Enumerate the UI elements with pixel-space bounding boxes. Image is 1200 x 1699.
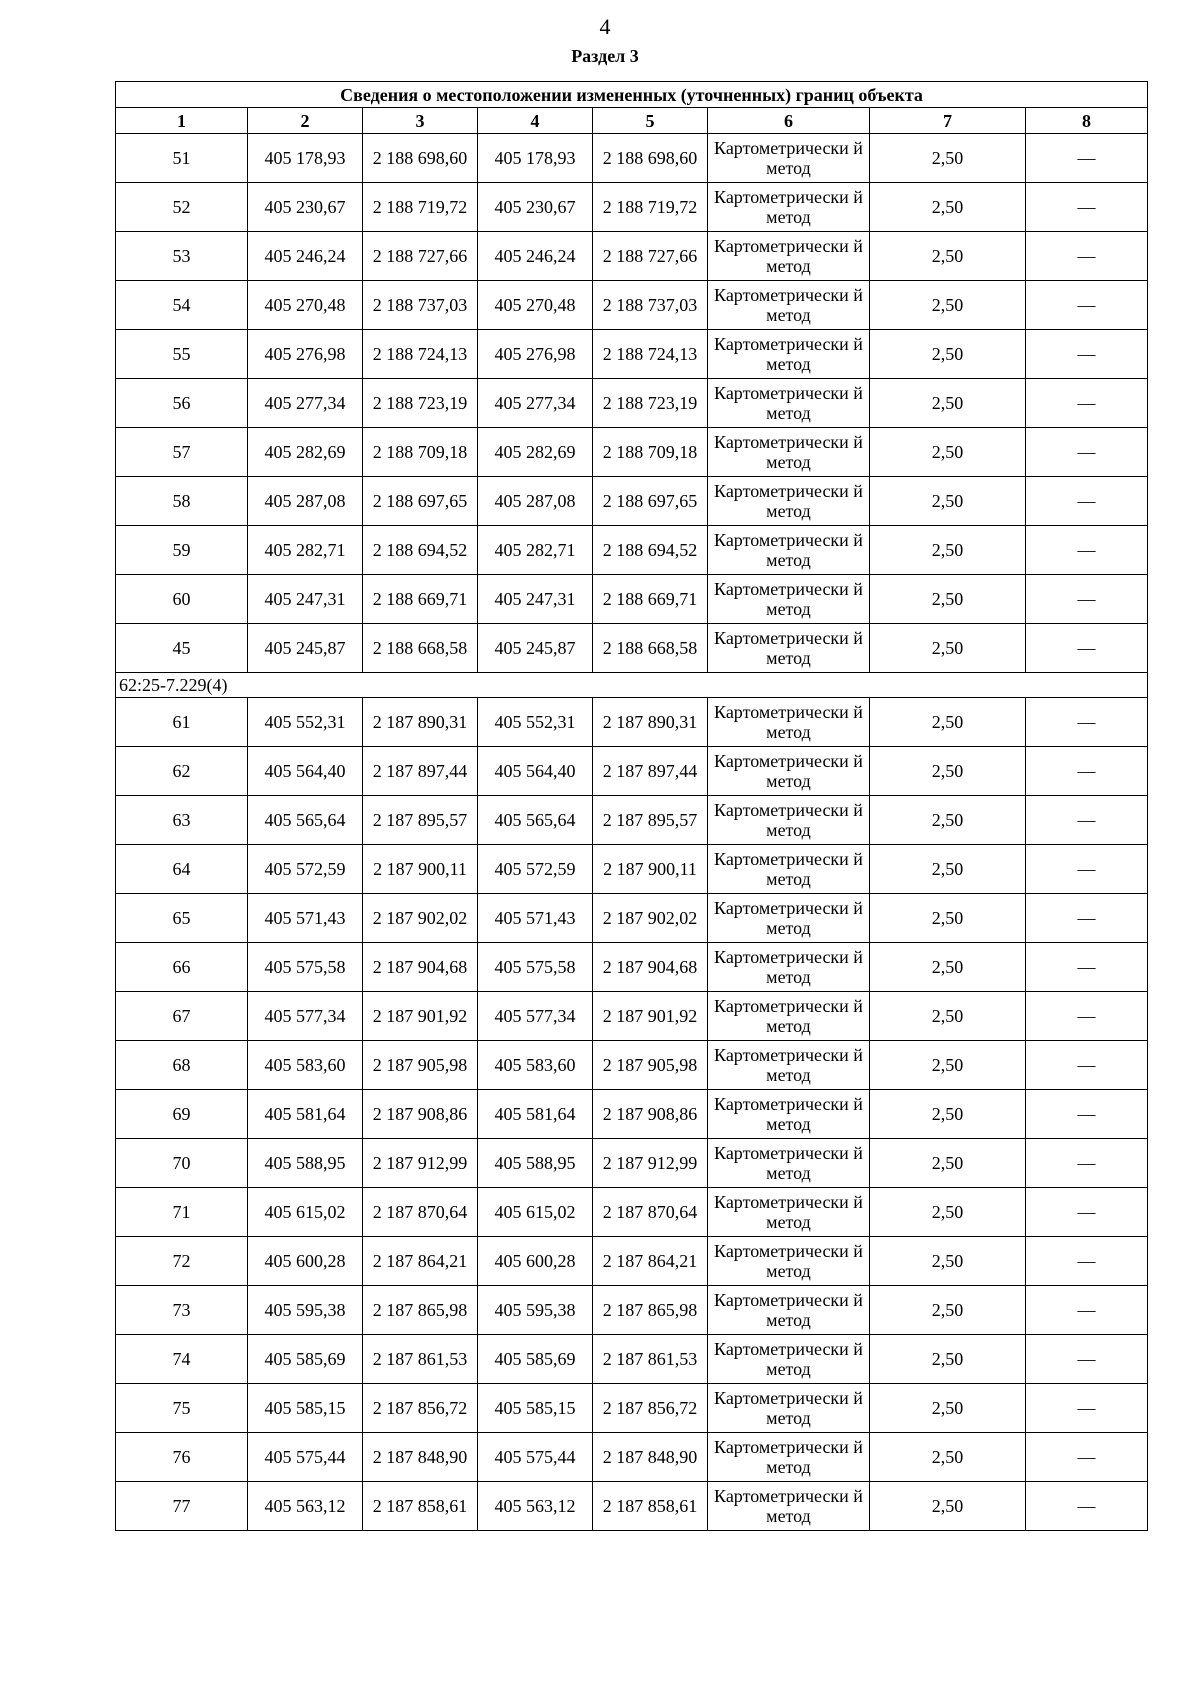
table-row bbox=[116, 1384, 1148, 1433]
x-new-cell: 405 270,48 bbox=[478, 281, 593, 330]
x-new-cell: 405 571,43 bbox=[478, 894, 593, 943]
description-cell: — bbox=[1026, 796, 1148, 845]
y-new-cell: 2 187 848,90 bbox=[593, 1433, 708, 1482]
description-cell: — bbox=[1026, 698, 1148, 747]
y-new-cell: 2 187 900,11 bbox=[593, 845, 708, 894]
point-number-cell: 74 bbox=[116, 1335, 248, 1384]
y-new-cell: 2 188 697,65 bbox=[593, 477, 708, 526]
y-new-cell: 2 187 897,44 bbox=[593, 747, 708, 796]
method-cell: Картометрически й метод bbox=[708, 1237, 870, 1286]
table-row bbox=[116, 1482, 1148, 1531]
x-new-cell: 405 577,34 bbox=[478, 992, 593, 1041]
y-existing-cell: 2 187 902,02 bbox=[363, 894, 478, 943]
table-caption-row bbox=[116, 82, 1148, 108]
description-cell: — bbox=[1026, 1433, 1148, 1482]
table-row bbox=[116, 894, 1148, 943]
description-cell: — bbox=[1026, 330, 1148, 379]
boundary-coordinates-table bbox=[115, 81, 1148, 1531]
point-number-cell: 67 bbox=[116, 992, 248, 1041]
x-new-cell: 405 282,71 bbox=[478, 526, 593, 575]
description-cell: — bbox=[1026, 845, 1148, 894]
description-cell: — bbox=[1026, 183, 1148, 232]
x-existing-cell: 405 577,34 bbox=[248, 992, 363, 1041]
table-row bbox=[116, 183, 1148, 232]
y-new-cell: 2 187 908,86 bbox=[593, 1090, 708, 1139]
point-number-cell: 60 bbox=[116, 575, 248, 624]
table-row bbox=[116, 1139, 1148, 1188]
accuracy-cell: 2,50 bbox=[870, 134, 1026, 183]
y-new-cell: 2 187 856,72 bbox=[593, 1384, 708, 1433]
y-existing-cell: 2 188 709,18 bbox=[363, 428, 478, 477]
x-new-cell: 405 563,12 bbox=[478, 1482, 593, 1531]
x-new-cell: 405 282,69 bbox=[478, 428, 593, 477]
table-row bbox=[116, 477, 1148, 526]
x-existing-cell: 405 565,64 bbox=[248, 796, 363, 845]
table-row bbox=[116, 943, 1148, 992]
method-cell: Картометрически й метод bbox=[708, 134, 870, 183]
y-new-cell: 2 188 724,13 bbox=[593, 330, 708, 379]
column-number: 4 bbox=[478, 108, 593, 134]
accuracy-cell: 2,50 bbox=[870, 1237, 1026, 1286]
description-cell: — bbox=[1026, 281, 1148, 330]
accuracy-cell: 2,50 bbox=[870, 379, 1026, 428]
description-cell: — bbox=[1026, 1139, 1148, 1188]
accuracy-cell: 2,50 bbox=[870, 698, 1026, 747]
y-existing-cell: 2 187 901,92 bbox=[363, 992, 478, 1041]
method-cell: Картометрически й метод bbox=[708, 992, 870, 1041]
y-existing-cell: 2 187 856,72 bbox=[363, 1384, 478, 1433]
column-number-row bbox=[116, 108, 1148, 134]
description-cell: — bbox=[1026, 477, 1148, 526]
y-new-cell: 2 188 727,66 bbox=[593, 232, 708, 281]
point-number-cell: 73 bbox=[116, 1286, 248, 1335]
column-number: 5 bbox=[593, 108, 708, 134]
table-row bbox=[116, 1237, 1148, 1286]
point-number-cell: 71 bbox=[116, 1188, 248, 1237]
column-number: 6 bbox=[708, 108, 870, 134]
x-new-cell: 405 583,60 bbox=[478, 1041, 593, 1090]
method-cell: Картометрически й метод bbox=[708, 1041, 870, 1090]
accuracy-cell: 2,50 bbox=[870, 624, 1026, 673]
y-new-cell: 2 188 698,60 bbox=[593, 134, 708, 183]
table-row bbox=[116, 747, 1148, 796]
y-existing-cell: 2 188 694,52 bbox=[363, 526, 478, 575]
accuracy-cell: 2,50 bbox=[870, 1188, 1026, 1237]
contour-label: 62:25-7.229(4) bbox=[116, 673, 1148, 698]
method-cell: Картометрически й метод bbox=[708, 894, 870, 943]
point-number-cell: 76 bbox=[116, 1433, 248, 1482]
y-existing-cell: 2 187 908,86 bbox=[363, 1090, 478, 1139]
x-new-cell: 405 247,31 bbox=[478, 575, 593, 624]
column-number: 7 bbox=[870, 108, 1026, 134]
y-new-cell: 2 188 668,58 bbox=[593, 624, 708, 673]
x-existing-cell: 405 564,40 bbox=[248, 747, 363, 796]
table-row bbox=[116, 1335, 1148, 1384]
method-cell: Картометрически й метод bbox=[708, 796, 870, 845]
y-new-cell: 2 188 719,72 bbox=[593, 183, 708, 232]
x-new-cell: 405 588,95 bbox=[478, 1139, 593, 1188]
y-existing-cell: 2 187 865,98 bbox=[363, 1286, 478, 1335]
y-new-cell: 2 187 864,21 bbox=[593, 1237, 708, 1286]
accuracy-cell: 2,50 bbox=[870, 1286, 1026, 1335]
x-existing-cell: 405 282,69 bbox=[248, 428, 363, 477]
y-existing-cell: 2 187 858,61 bbox=[363, 1482, 478, 1531]
x-new-cell: 405 581,64 bbox=[478, 1090, 593, 1139]
accuracy-cell: 2,50 bbox=[870, 796, 1026, 845]
contour-label-row bbox=[116, 673, 1148, 698]
x-new-cell: 405 277,34 bbox=[478, 379, 593, 428]
x-existing-cell: 405 276,98 bbox=[248, 330, 363, 379]
accuracy-cell: 2,50 bbox=[870, 1335, 1026, 1384]
description-cell: — bbox=[1026, 1041, 1148, 1090]
x-new-cell: 405 230,67 bbox=[478, 183, 593, 232]
description-cell: — bbox=[1026, 428, 1148, 477]
table-row bbox=[116, 379, 1148, 428]
table-row bbox=[116, 526, 1148, 575]
x-new-cell: 405 552,31 bbox=[478, 698, 593, 747]
accuracy-cell: 2,50 bbox=[870, 1433, 1026, 1482]
x-new-cell: 405 246,24 bbox=[478, 232, 593, 281]
method-cell: Картометрически й метод bbox=[708, 845, 870, 894]
y-new-cell: 2 187 870,64 bbox=[593, 1188, 708, 1237]
x-existing-cell: 405 575,44 bbox=[248, 1433, 363, 1482]
point-number-cell: 70 bbox=[116, 1139, 248, 1188]
y-existing-cell: 2 188 668,58 bbox=[363, 624, 478, 673]
x-new-cell: 405 600,28 bbox=[478, 1237, 593, 1286]
method-cell: Картометрически й метод bbox=[708, 1482, 870, 1531]
x-existing-cell: 405 287,08 bbox=[248, 477, 363, 526]
accuracy-cell: 2,50 bbox=[870, 1041, 1026, 1090]
point-number-cell: 77 bbox=[116, 1482, 248, 1531]
x-new-cell: 405 585,69 bbox=[478, 1335, 593, 1384]
method-cell: Картометрически й метод bbox=[708, 624, 870, 673]
accuracy-cell: 2,50 bbox=[870, 526, 1026, 575]
x-new-cell: 405 564,40 bbox=[478, 747, 593, 796]
y-new-cell: 2 188 723,19 bbox=[593, 379, 708, 428]
x-existing-cell: 405 277,34 bbox=[248, 379, 363, 428]
column-number: 2 bbox=[248, 108, 363, 134]
description-cell: — bbox=[1026, 1384, 1148, 1433]
y-existing-cell: 2 187 905,98 bbox=[363, 1041, 478, 1090]
description-cell: — bbox=[1026, 1286, 1148, 1335]
table-row bbox=[116, 232, 1148, 281]
x-new-cell: 405 245,87 bbox=[478, 624, 593, 673]
table-row bbox=[116, 134, 1148, 183]
point-number-cell: 53 bbox=[116, 232, 248, 281]
method-cell: Картометрически й метод bbox=[708, 428, 870, 477]
accuracy-cell: 2,50 bbox=[870, 845, 1026, 894]
accuracy-cell: 2,50 bbox=[870, 992, 1026, 1041]
description-cell: — bbox=[1026, 894, 1148, 943]
column-number: 1 bbox=[116, 108, 248, 134]
y-existing-cell: 2 187 912,99 bbox=[363, 1139, 478, 1188]
point-number-cell: 68 bbox=[116, 1041, 248, 1090]
x-new-cell: 405 565,64 bbox=[478, 796, 593, 845]
y-existing-cell: 2 187 895,57 bbox=[363, 796, 478, 845]
table-row bbox=[116, 575, 1148, 624]
accuracy-cell: 2,50 bbox=[870, 894, 1026, 943]
description-cell: — bbox=[1026, 379, 1148, 428]
method-cell: Картометрически й метод bbox=[708, 1188, 870, 1237]
method-cell: Картометрически й метод bbox=[708, 1384, 870, 1433]
y-existing-cell: 2 188 737,03 bbox=[363, 281, 478, 330]
x-existing-cell: 405 563,12 bbox=[248, 1482, 363, 1531]
y-new-cell: 2 187 895,57 bbox=[593, 796, 708, 845]
y-existing-cell: 2 188 669,71 bbox=[363, 575, 478, 624]
method-cell: Картометрически й метод bbox=[708, 1090, 870, 1139]
x-existing-cell: 405 552,31 bbox=[248, 698, 363, 747]
accuracy-cell: 2,50 bbox=[870, 281, 1026, 330]
y-existing-cell: 2 188 723,19 bbox=[363, 379, 478, 428]
method-cell: Картометрически й метод bbox=[708, 1139, 870, 1188]
y-existing-cell: 2 188 697,65 bbox=[363, 477, 478, 526]
description-cell: — bbox=[1026, 1188, 1148, 1237]
point-number-cell: 62 bbox=[116, 747, 248, 796]
point-number-cell: 56 bbox=[116, 379, 248, 428]
x-existing-cell: 405 282,71 bbox=[248, 526, 363, 575]
column-number: 8 bbox=[1026, 108, 1148, 134]
x-new-cell: 405 572,59 bbox=[478, 845, 593, 894]
point-number-cell: 57 bbox=[116, 428, 248, 477]
y-new-cell: 2 187 858,61 bbox=[593, 1482, 708, 1531]
accuracy-cell: 2,50 bbox=[870, 575, 1026, 624]
y-existing-cell: 2 188 698,60 bbox=[363, 134, 478, 183]
accuracy-cell: 2,50 bbox=[870, 943, 1026, 992]
method-cell: Картометрически й метод bbox=[708, 183, 870, 232]
y-new-cell: 2 187 865,98 bbox=[593, 1286, 708, 1335]
accuracy-cell: 2,50 bbox=[870, 330, 1026, 379]
x-existing-cell: 405 583,60 bbox=[248, 1041, 363, 1090]
accuracy-cell: 2,50 bbox=[870, 747, 1026, 796]
x-new-cell: 405 178,93 bbox=[478, 134, 593, 183]
table-row bbox=[116, 1188, 1148, 1237]
point-number-cell: 55 bbox=[116, 330, 248, 379]
point-number-cell: 69 bbox=[116, 1090, 248, 1139]
x-existing-cell: 405 246,24 bbox=[248, 232, 363, 281]
x-new-cell: 405 287,08 bbox=[478, 477, 593, 526]
x-existing-cell: 405 600,28 bbox=[248, 1237, 363, 1286]
x-existing-cell: 405 595,38 bbox=[248, 1286, 363, 1335]
x-new-cell: 405 575,44 bbox=[478, 1433, 593, 1482]
point-number-cell: 75 bbox=[116, 1384, 248, 1433]
column-number: 3 bbox=[363, 108, 478, 134]
y-new-cell: 2 187 912,99 bbox=[593, 1139, 708, 1188]
accuracy-cell: 2,50 bbox=[870, 1139, 1026, 1188]
y-existing-cell: 2 187 897,44 bbox=[363, 747, 478, 796]
y-new-cell: 2 187 904,68 bbox=[593, 943, 708, 992]
accuracy-cell: 2,50 bbox=[870, 183, 1026, 232]
y-existing-cell: 2 188 727,66 bbox=[363, 232, 478, 281]
y-new-cell: 2 187 861,53 bbox=[593, 1335, 708, 1384]
method-cell: Картометрически й метод bbox=[708, 281, 870, 330]
description-cell: — bbox=[1026, 1335, 1148, 1384]
x-new-cell: 405 276,98 bbox=[478, 330, 593, 379]
method-cell: Картометрически й метод bbox=[708, 330, 870, 379]
table-row bbox=[116, 281, 1148, 330]
accuracy-cell: 2,50 bbox=[870, 477, 1026, 526]
x-existing-cell: 405 245,87 bbox=[248, 624, 363, 673]
table-caption: Сведения о местоположении измененных (уточненных) границ объекта bbox=[116, 82, 1148, 108]
y-existing-cell: 2 187 890,31 bbox=[363, 698, 478, 747]
table-row bbox=[116, 624, 1148, 673]
point-number-cell: 52 bbox=[116, 183, 248, 232]
description-cell: — bbox=[1026, 232, 1148, 281]
description-cell: — bbox=[1026, 992, 1148, 1041]
y-existing-cell: 2 187 848,90 bbox=[363, 1433, 478, 1482]
point-number-cell: 64 bbox=[116, 845, 248, 894]
x-existing-cell: 405 575,58 bbox=[248, 943, 363, 992]
accuracy-cell: 2,50 bbox=[870, 232, 1026, 281]
table-row bbox=[116, 1090, 1148, 1139]
table-row bbox=[116, 1286, 1148, 1335]
description-cell: — bbox=[1026, 747, 1148, 796]
x-existing-cell: 405 571,43 bbox=[248, 894, 363, 943]
accuracy-cell: 2,50 bbox=[870, 1090, 1026, 1139]
point-number-cell: 51 bbox=[116, 134, 248, 183]
x-new-cell: 405 585,15 bbox=[478, 1384, 593, 1433]
table-body bbox=[116, 82, 1148, 1531]
method-cell: Картометрически й метод bbox=[708, 1286, 870, 1335]
x-existing-cell: 405 178,93 bbox=[248, 134, 363, 183]
accuracy-cell: 2,50 bbox=[870, 1384, 1026, 1433]
point-number-cell: 54 bbox=[116, 281, 248, 330]
y-new-cell: 2 188 694,52 bbox=[593, 526, 708, 575]
method-cell: Картометрически й метод bbox=[708, 575, 870, 624]
point-number-cell: 63 bbox=[116, 796, 248, 845]
method-cell: Картометрически й метод bbox=[708, 526, 870, 575]
y-new-cell: 2 187 902,02 bbox=[593, 894, 708, 943]
section-title: Раздел 3 bbox=[571, 46, 639, 66]
table-row bbox=[116, 698, 1148, 747]
method-cell: Картометрически й метод bbox=[708, 379, 870, 428]
x-existing-cell: 405 230,67 bbox=[248, 183, 363, 232]
accuracy-cell: 2,50 bbox=[870, 1482, 1026, 1531]
x-existing-cell: 405 585,15 bbox=[248, 1384, 363, 1433]
point-number-cell: 59 bbox=[116, 526, 248, 575]
x-existing-cell: 405 585,69 bbox=[248, 1335, 363, 1384]
x-new-cell: 405 615,02 bbox=[478, 1188, 593, 1237]
table-row bbox=[116, 428, 1148, 477]
method-cell: Картометрически й метод bbox=[708, 698, 870, 747]
method-cell: Картометрически й метод bbox=[708, 477, 870, 526]
description-cell: — bbox=[1026, 526, 1148, 575]
table-row bbox=[116, 845, 1148, 894]
method-cell: Картометрически й метод bbox=[708, 1433, 870, 1482]
x-existing-cell: 405 572,59 bbox=[248, 845, 363, 894]
y-existing-cell: 2 187 870,64 bbox=[363, 1188, 478, 1237]
description-cell: — bbox=[1026, 134, 1148, 183]
table-row bbox=[116, 796, 1148, 845]
description-cell: — bbox=[1026, 1090, 1148, 1139]
x-existing-cell: 405 581,64 bbox=[248, 1090, 363, 1139]
x-new-cell: 405 595,38 bbox=[478, 1286, 593, 1335]
method-cell: Картометрически й метод bbox=[708, 1335, 870, 1384]
method-cell: Картометрически й метод bbox=[708, 747, 870, 796]
method-cell: Картометрически й метод bbox=[708, 943, 870, 992]
page-number: 4 bbox=[599, 14, 611, 39]
y-new-cell: 2 187 905,98 bbox=[593, 1041, 708, 1090]
point-number-cell: 61 bbox=[116, 698, 248, 747]
y-existing-cell: 2 187 864,21 bbox=[363, 1237, 478, 1286]
description-cell: — bbox=[1026, 943, 1148, 992]
method-cell: Картометрически й метод bbox=[708, 232, 870, 281]
description-cell: — bbox=[1026, 624, 1148, 673]
point-number-cell: 66 bbox=[116, 943, 248, 992]
point-number-cell: 45 bbox=[116, 624, 248, 673]
y-new-cell: 2 188 737,03 bbox=[593, 281, 708, 330]
y-new-cell: 2 187 890,31 bbox=[593, 698, 708, 747]
y-new-cell: 2 188 709,18 bbox=[593, 428, 708, 477]
y-existing-cell: 2 187 904,68 bbox=[363, 943, 478, 992]
x-existing-cell: 405 615,02 bbox=[248, 1188, 363, 1237]
y-existing-cell: 2 187 900,11 bbox=[363, 845, 478, 894]
y-existing-cell: 2 188 724,13 bbox=[363, 330, 478, 379]
description-cell: — bbox=[1026, 1237, 1148, 1286]
point-number-cell: 72 bbox=[116, 1237, 248, 1286]
table-row bbox=[116, 992, 1148, 1041]
table-row bbox=[116, 330, 1148, 379]
y-new-cell: 2 188 669,71 bbox=[593, 575, 708, 624]
description-cell: — bbox=[1026, 575, 1148, 624]
y-new-cell: 2 187 901,92 bbox=[593, 992, 708, 1041]
y-existing-cell: 2 187 861,53 bbox=[363, 1335, 478, 1384]
x-new-cell: 405 575,58 bbox=[478, 943, 593, 992]
x-existing-cell: 405 247,31 bbox=[248, 575, 363, 624]
description-cell: — bbox=[1026, 1482, 1148, 1531]
table-row bbox=[116, 1433, 1148, 1482]
point-number-cell: 65 bbox=[116, 894, 248, 943]
x-existing-cell: 405 270,48 bbox=[248, 281, 363, 330]
point-number-cell: 58 bbox=[116, 477, 248, 526]
y-existing-cell: 2 188 719,72 bbox=[363, 183, 478, 232]
table-row bbox=[116, 1041, 1148, 1090]
x-existing-cell: 405 588,95 bbox=[248, 1139, 363, 1188]
accuracy-cell: 2,50 bbox=[870, 428, 1026, 477]
